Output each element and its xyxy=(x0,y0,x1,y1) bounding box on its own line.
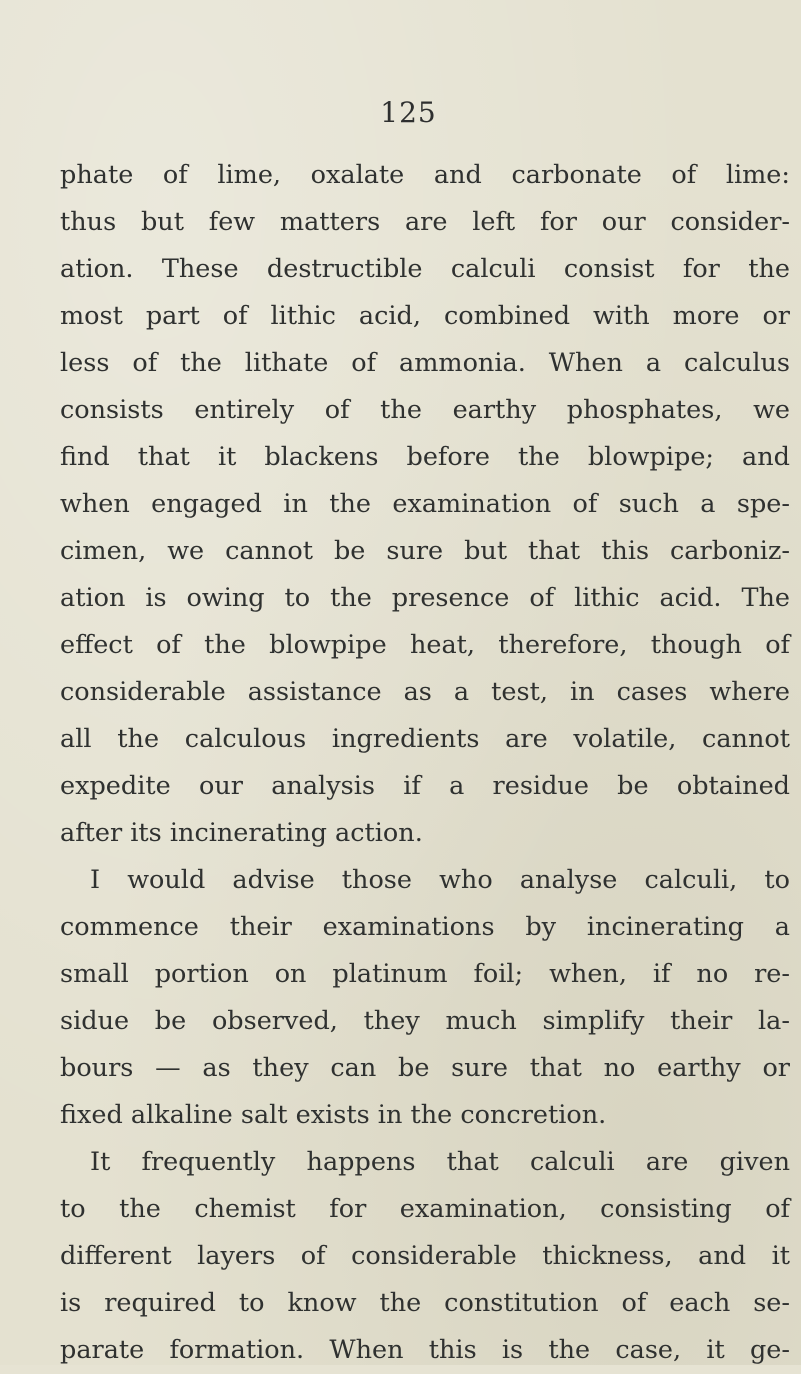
body-text xyxy=(60,152,790,1374)
text-line: when engaged in the examination of such a spe- xyxy=(60,489,790,519)
text-line: parate formation. When this is the case, it ge- xyxy=(60,1335,790,1365)
text-line: is required to know the constitution of each se- xyxy=(60,1288,790,1318)
text-line: to the chemist for examination, consisting of xyxy=(60,1194,790,1224)
text-line: It frequently happens that calculi are given xyxy=(90,1147,790,1177)
text-line: cimen, we cannot be sure but that this carboniz- xyxy=(60,536,790,566)
text-line: consists entirely of the earthy phosphates, we xyxy=(60,395,790,425)
text-line: sidue be observed, they much simplify their la- xyxy=(60,1006,790,1036)
text-line: thus but few matters are left for our consider- xyxy=(60,207,790,237)
text-line: bours — as they can be sure that no earthy or xyxy=(60,1053,790,1083)
text-line: less of the lithate of ammonia. When a calculus xyxy=(60,348,790,378)
text-line: ation is owing to the presence of lithic acid. The xyxy=(60,583,790,613)
text-line: phate of lime, oxalate and carbonate of lime: xyxy=(60,160,790,190)
text-line: expedite our analysis if a residue be obtained xyxy=(60,771,790,801)
text-line: ation. These destructible calculi consist for the xyxy=(60,254,790,284)
text-line: all the calculous ingredients are volatile, cannot xyxy=(60,724,790,754)
page-number: 125 xyxy=(380,96,437,129)
text-line: effect of the blowpipe heat, therefore, though of xyxy=(60,630,790,660)
text-line: small portion on platinum foil; when, if no re- xyxy=(60,959,790,989)
text-line: different layers of considerable thickness, and it xyxy=(60,1241,790,1271)
text-line: fixed alkaline salt exists in the concretion. xyxy=(60,1100,607,1130)
text-line: after its incinerating action. xyxy=(60,818,423,848)
text-line: commence their examinations by incinerating a xyxy=(60,912,790,942)
text-line: I would advise those who analyse calculi, to xyxy=(90,865,790,895)
text-line: most part of lithic acid, combined with more or xyxy=(60,301,790,331)
text-line: considerable assistance as a test, in cases where xyxy=(60,677,790,707)
text-line: find that it blackens before the blowpipe; and xyxy=(60,442,790,472)
